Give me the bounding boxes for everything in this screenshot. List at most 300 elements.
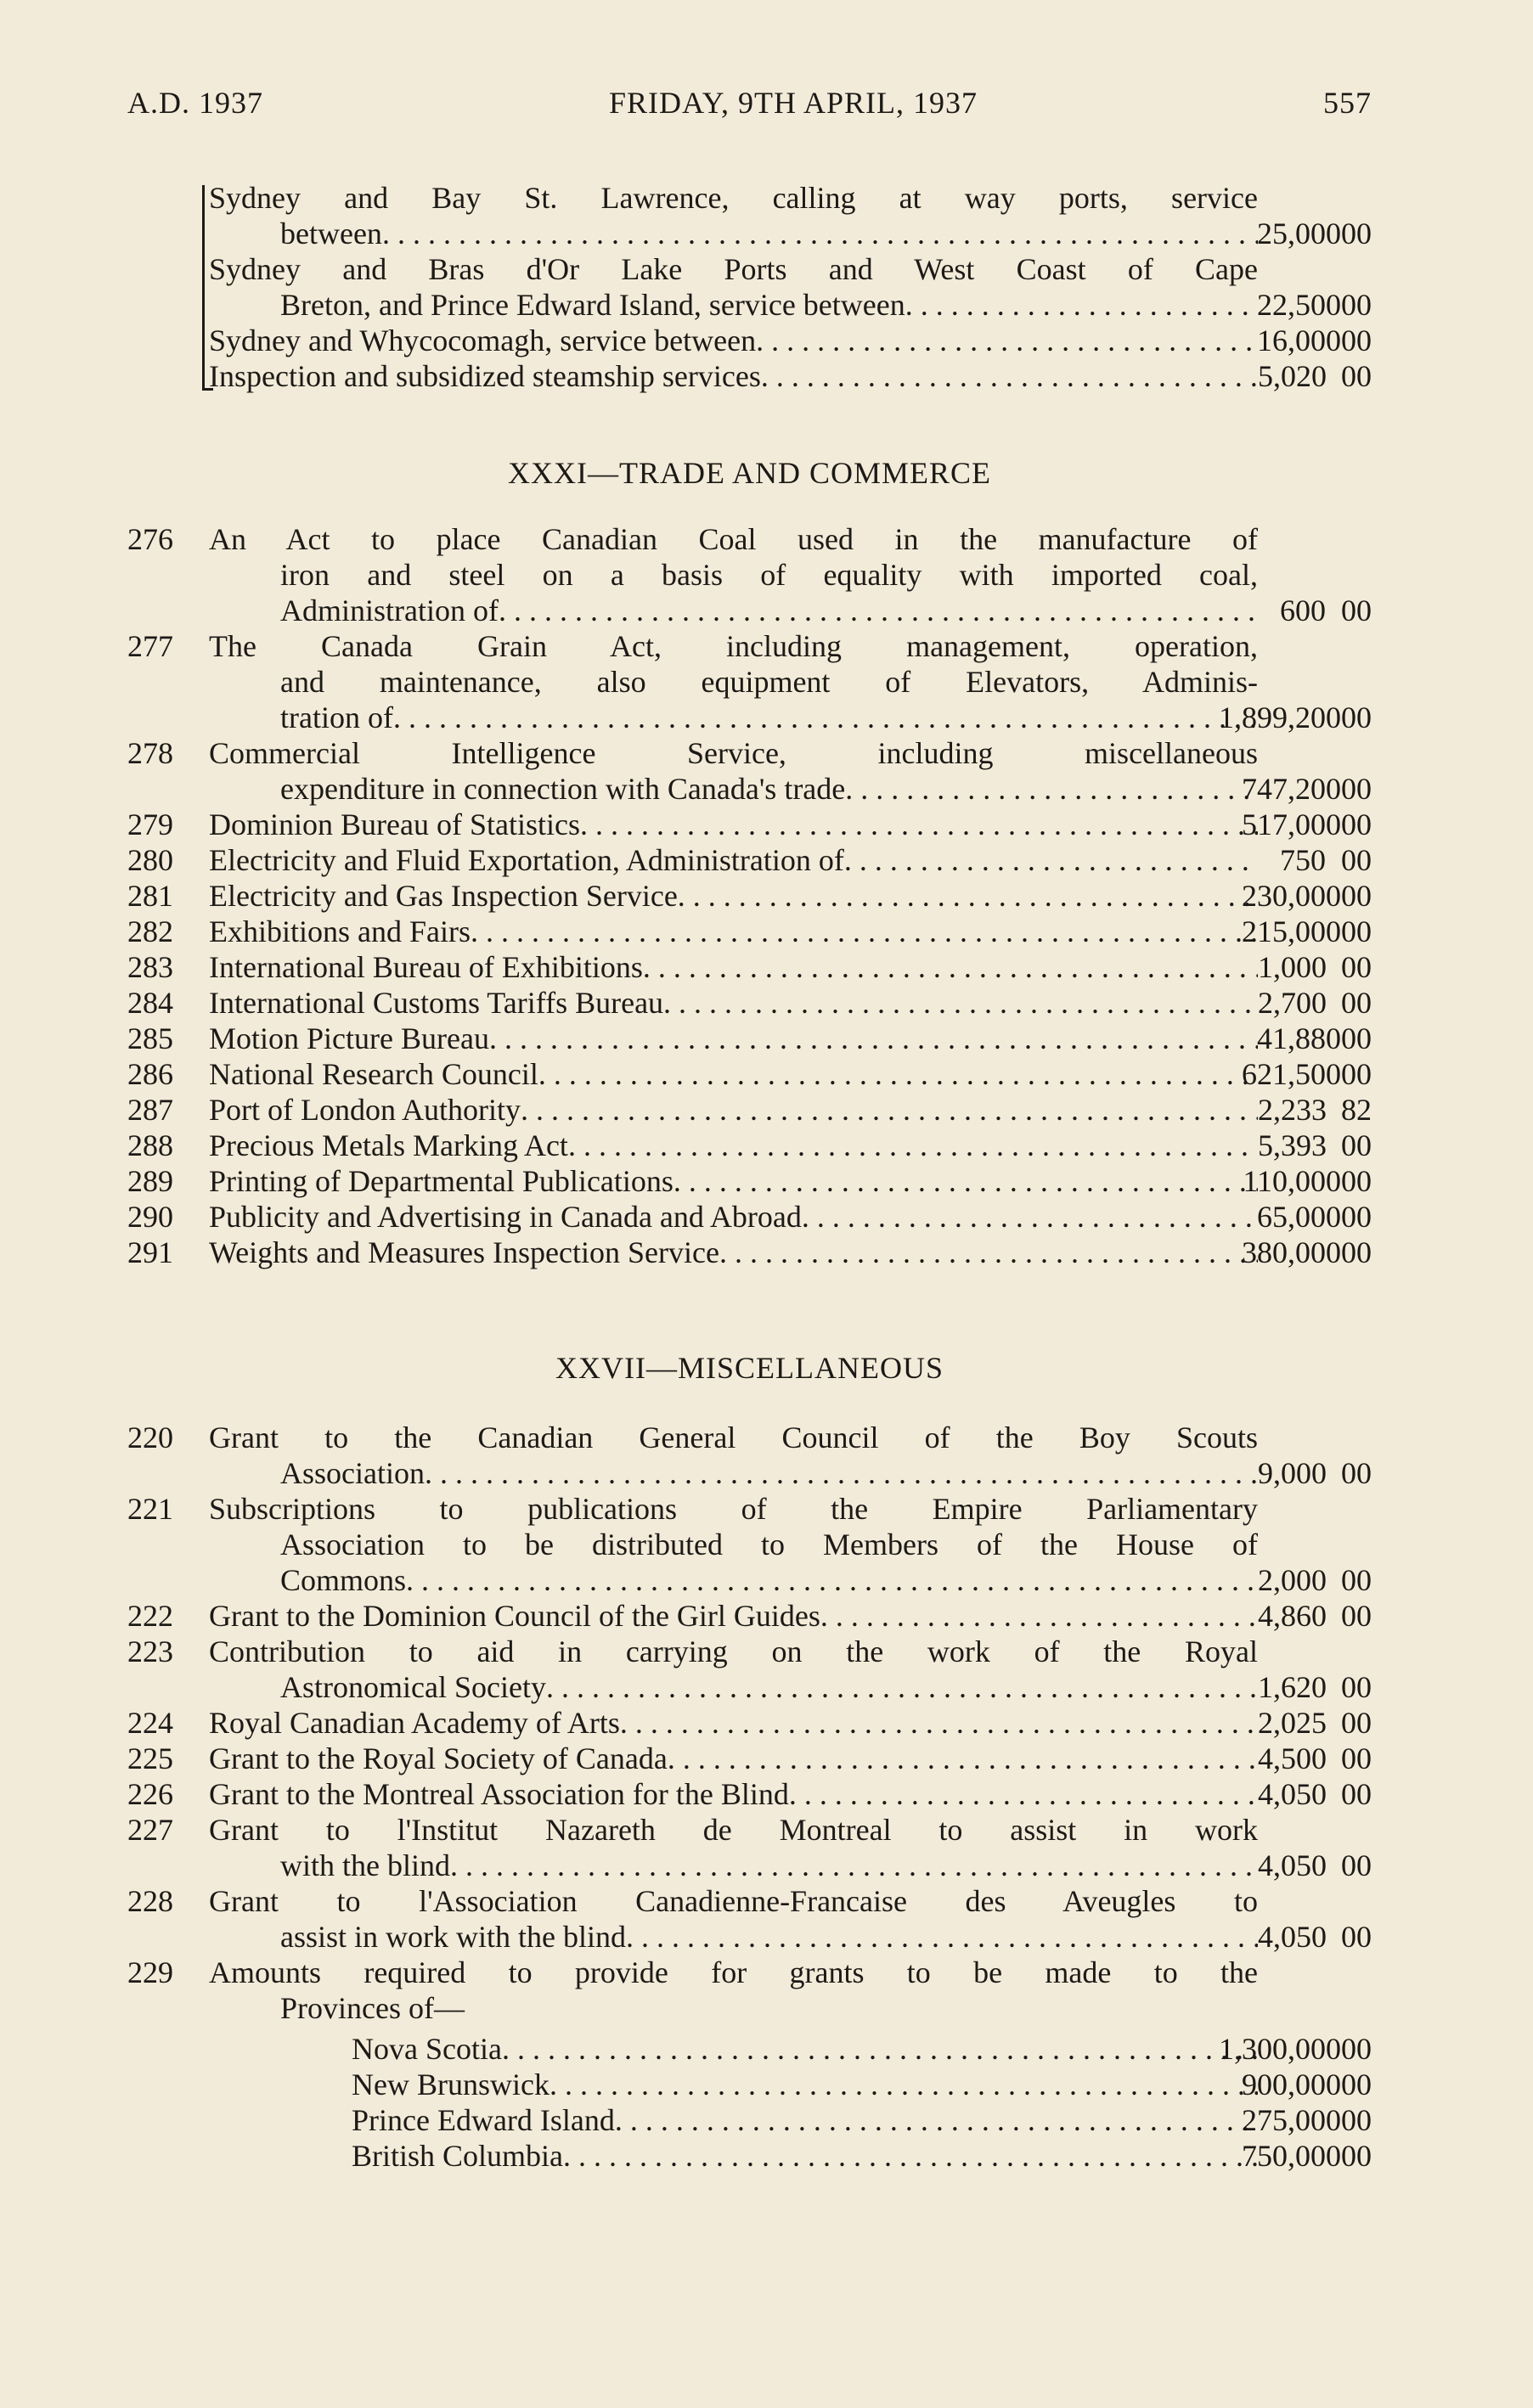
item-row xyxy=(127,1420,1372,1491)
amount-dollars: 1,620 xyxy=(1258,1670,1327,1704)
item-line xyxy=(209,287,1258,323)
item-text: Precious Metals Marking Act xyxy=(209,1128,568,1162)
item-amount xyxy=(1258,1455,1372,1491)
province-items xyxy=(127,2031,1372,2174)
header-date: FRIDAY, 9TH APRIL, 1937 xyxy=(608,86,978,120)
item-number: 288 xyxy=(127,1128,173,1162)
dot-leader xyxy=(820,1598,1258,1634)
misc-items xyxy=(127,1420,1372,2026)
item-amount xyxy=(1242,878,1372,914)
amount-cents: 00 xyxy=(1341,700,1372,734)
amount-dollars: 215,000 xyxy=(1242,914,1341,948)
item-line xyxy=(209,1199,1258,1235)
amount-cents: 00 xyxy=(1341,1599,1372,1633)
amount-dollars: 2,025 xyxy=(1258,1706,1327,1740)
amount-dollars: 1,000 xyxy=(1258,950,1327,984)
dot-leader xyxy=(761,358,1258,394)
amount-cents: 00 xyxy=(1341,914,1372,948)
amount-dollars: 230,000 xyxy=(1242,879,1341,913)
item-line: Grant to l'Institut Nazareth de Montreal to assist in work xyxy=(209,1813,1258,1847)
dot-leader xyxy=(844,842,1258,878)
item-text: Weights and Measures Inspection Service xyxy=(209,1235,719,1269)
dot-leader xyxy=(678,878,1258,914)
dot-leader xyxy=(425,1455,1258,1491)
item-text: Astronomical Society xyxy=(280,1670,546,1704)
item-line: Contribution to aid in carrying on the work of the Royal xyxy=(209,1634,1258,1668)
item-line xyxy=(209,807,1258,842)
item-text: Port of London Authority xyxy=(209,1093,521,1127)
item-line xyxy=(209,1021,1258,1056)
dot-leader xyxy=(845,771,1258,807)
item-number: 277 xyxy=(127,629,173,663)
item-amount xyxy=(1258,1199,1372,1235)
item-amount xyxy=(1219,700,1372,735)
dot-leader xyxy=(615,2102,1258,2138)
dot-leader xyxy=(471,914,1258,949)
province-description xyxy=(209,2102,1258,2138)
item-description xyxy=(209,1776,1258,1812)
province-name: British Columbia xyxy=(352,2139,564,2173)
dot-leader xyxy=(626,1919,1258,1955)
item-number: 278 xyxy=(127,736,173,770)
item-text: International Bureau of Exhibitions xyxy=(209,950,643,984)
dot-leader xyxy=(502,2031,1258,2067)
dot-leader xyxy=(382,216,1258,251)
item-row xyxy=(127,1021,1372,1056)
item-description xyxy=(209,1199,1258,1235)
item-number: 284 xyxy=(127,986,173,1020)
item-text: assist in work with the blind xyxy=(280,1920,626,1954)
item-description xyxy=(209,1883,1258,1955)
province-name: New Brunswick xyxy=(352,2068,550,2101)
item-amount xyxy=(1258,1705,1372,1741)
section-title-misc: XXVII—MISCELLANEOUS xyxy=(555,1351,944,1385)
item-number: 285 xyxy=(127,1021,173,1055)
item-line: Sydney and Bay St. Lawrence, calling at way ports, service xyxy=(209,181,1258,215)
item-amount xyxy=(1258,1128,1372,1163)
amount-cents: 00 xyxy=(1341,843,1372,877)
dot-leader xyxy=(563,2138,1258,2174)
item-line: The Canada Grain Act, including management, operation, xyxy=(209,629,1258,663)
amount-dollars: 750,000 xyxy=(1242,2139,1341,2173)
item-description xyxy=(209,1812,1258,1883)
item-line xyxy=(209,700,1258,735)
amount-dollars: 5,020 xyxy=(1258,359,1327,393)
item-row xyxy=(127,1092,1372,1128)
item-line: Grant to l'Association Canadienne-Francaise des Aveugles to xyxy=(209,1884,1258,1918)
item-description xyxy=(209,1741,1258,1776)
item-line xyxy=(209,1562,1258,1598)
amount-cents: 00 xyxy=(1341,1200,1372,1234)
item-row xyxy=(127,1056,1372,1092)
item-row xyxy=(127,521,1372,628)
item-number: 220 xyxy=(127,1421,173,1454)
item-description xyxy=(209,180,1258,251)
amount-cents: 00 xyxy=(1341,1848,1372,1882)
amount-dollars: 380,000 xyxy=(1242,1235,1341,1269)
amount-cents: 00 xyxy=(1341,1235,1372,1269)
item-text: with the blind xyxy=(280,1848,450,1882)
item-line: Commercial Intelligence Service, including miscellaneous xyxy=(209,736,1258,770)
item-row xyxy=(127,1491,1372,1598)
item-row xyxy=(127,985,1372,1021)
item-row xyxy=(127,842,1372,878)
item-amount xyxy=(1242,1056,1372,1092)
bracket-mark xyxy=(202,185,213,391)
item-row xyxy=(127,1812,1372,1883)
amount-dollars: 900,000 xyxy=(1242,2068,1341,2101)
amount-dollars: 22,500 xyxy=(1257,288,1341,322)
item-number: 228 xyxy=(127,1884,173,1918)
item-row xyxy=(127,949,1372,985)
item-description xyxy=(209,1598,1258,1634)
province-row xyxy=(127,2067,1372,2102)
item-description xyxy=(209,1021,1258,1056)
bracketed-services xyxy=(127,180,1372,394)
item-amount xyxy=(1258,1848,1372,1883)
item-row xyxy=(127,1128,1372,1163)
dot-leader xyxy=(663,985,1258,1021)
item-line xyxy=(209,1919,1258,1955)
province-name: Prince Edward Island xyxy=(352,2103,615,2137)
item-line: Association to be distributed to Members of the House of xyxy=(280,1528,1258,1561)
item-row xyxy=(127,358,1372,394)
item-description xyxy=(209,735,1258,807)
item-line xyxy=(209,842,1258,878)
item-line: iron and steel on a basis of equality with imported coal, xyxy=(280,558,1258,592)
amount-dollars: 2,700 xyxy=(1258,986,1327,1020)
item-amount xyxy=(1242,807,1372,842)
item-amount xyxy=(1242,914,1372,949)
amount-dollars: 16,000 xyxy=(1257,324,1341,357)
amount-cents: 00 xyxy=(1341,986,1372,1020)
dot-leader xyxy=(668,1741,1258,1776)
item-number: 281 xyxy=(127,879,173,913)
item-row xyxy=(127,807,1372,842)
item-text: Printing of Departmental Publications xyxy=(209,1164,674,1198)
dot-leader xyxy=(393,700,1258,735)
item-line xyxy=(209,985,1258,1021)
item-amount xyxy=(1258,287,1372,323)
item-line: Provinces of— xyxy=(280,1991,465,2025)
item-number: 287 xyxy=(127,1093,173,1127)
item-description xyxy=(209,985,1258,1021)
item-number: 226 xyxy=(127,1777,173,1811)
item-row xyxy=(127,323,1372,358)
item-row xyxy=(127,1741,1372,1776)
item-description xyxy=(209,807,1258,842)
amount-dollars: 4,050 xyxy=(1258,1920,1327,1954)
item-description xyxy=(209,949,1258,985)
item-description xyxy=(209,1056,1258,1092)
item-description xyxy=(209,1491,1258,1598)
dot-leader xyxy=(674,1163,1258,1199)
item-line xyxy=(209,593,1258,628)
item-number: 279 xyxy=(127,807,173,841)
amount-cents: 00 xyxy=(1341,879,1372,913)
item-number: 229 xyxy=(127,1955,173,1989)
item-description xyxy=(209,358,1258,394)
dot-leader xyxy=(905,287,1258,323)
item-line: and maintenance, also equipment of Elevators, Adminis- xyxy=(280,665,1258,699)
item-line xyxy=(209,216,1258,251)
item-text: Grant to the Royal Society of Canada xyxy=(209,1741,668,1775)
item-text: expenditure in connection with Canada's trade xyxy=(280,772,846,806)
dot-leader xyxy=(580,807,1258,842)
item-line xyxy=(209,1235,1258,1270)
province-name: Nova Scotia xyxy=(352,2032,502,2066)
item-description xyxy=(209,1705,1258,1741)
amount-dollars: 65,000 xyxy=(1257,1200,1341,1234)
item-row xyxy=(127,180,1372,251)
province-row xyxy=(127,2031,1372,2067)
item-description xyxy=(209,914,1258,949)
amount-dollars: 25,000 xyxy=(1257,217,1341,250)
amount-dollars: 2,000 xyxy=(1258,1563,1327,1597)
item-text: Publicity and Advertising in Canada and Abroad xyxy=(209,1200,802,1234)
amount-cents: 00 xyxy=(1341,1920,1372,1954)
item-amount xyxy=(1242,1235,1372,1270)
province-row xyxy=(127,2102,1372,2138)
item-number: 222 xyxy=(127,1599,173,1633)
dot-leader xyxy=(538,1056,1258,1092)
item-amount xyxy=(1243,1163,1372,1199)
item-line xyxy=(209,771,1258,807)
item-text: Motion Picture Bureau xyxy=(209,1021,489,1055)
amount-cents: 00 xyxy=(1341,2068,1372,2101)
amount-dollars: 4,050 xyxy=(1258,1848,1327,1882)
amount-cents: 00 xyxy=(1341,2103,1372,2137)
province-amount xyxy=(1219,2031,1372,2067)
item-amount xyxy=(1258,1021,1372,1056)
item-line xyxy=(209,949,1258,985)
item-text: Commons xyxy=(280,1563,407,1597)
item-description xyxy=(209,1163,1258,1199)
item-number: 225 xyxy=(127,1741,173,1775)
item-row xyxy=(127,1598,1372,1634)
item-number: 276 xyxy=(127,522,173,556)
amount-dollars: 517,000 xyxy=(1242,807,1341,841)
item-amount xyxy=(1258,593,1372,628)
item-line xyxy=(209,1163,1258,1199)
amount-dollars: 747,200 xyxy=(1242,772,1341,806)
amount-cents: 00 xyxy=(1341,1021,1372,1055)
amount-dollars: 275,000 xyxy=(1242,2103,1341,2137)
item-amount xyxy=(1258,1562,1372,1598)
amount-dollars: 4,050 xyxy=(1258,1777,1327,1811)
item-text: Electricity and Gas Inspection Service xyxy=(209,879,678,913)
amount-dollars: 4,500 xyxy=(1258,1741,1327,1775)
page-content xyxy=(127,180,1372,2174)
dot-leader xyxy=(643,949,1258,985)
amount-cents: 00 xyxy=(1341,1456,1372,1490)
province-line xyxy=(209,2067,1258,2102)
item-text: tration of xyxy=(280,700,393,734)
item-text: Grant to the Dominion Council of the Girl Guides xyxy=(209,1599,820,1633)
item-number: 227 xyxy=(127,1813,173,1847)
item-amount xyxy=(1258,1669,1372,1705)
amount-cents: 00 xyxy=(1341,359,1372,393)
item-line xyxy=(209,1848,1258,1883)
amount-dollars: 750 xyxy=(1280,843,1326,877)
amount-dollars: 2,233 xyxy=(1258,1093,1327,1127)
amount-cents: 00 xyxy=(1341,2139,1372,2173)
item-line xyxy=(209,1056,1258,1092)
item-amount xyxy=(1258,949,1372,985)
amount-cents: 00 xyxy=(1341,217,1372,250)
item-row xyxy=(127,878,1372,914)
item-row xyxy=(127,1776,1372,1812)
item-text: between xyxy=(280,217,382,250)
item-text: Exhibitions and Fairs xyxy=(209,914,471,948)
item-amount xyxy=(1258,1598,1372,1634)
item-description xyxy=(209,521,1258,628)
item-line: Amounts required to provide for grants to be made to the xyxy=(209,1955,1258,1989)
province-amount xyxy=(1242,2067,1372,2102)
item-text: International Customs Tariffs Bureau xyxy=(209,986,664,1020)
amount-dollars: 9,000 xyxy=(1258,1456,1327,1490)
item-line xyxy=(209,1598,1258,1634)
item-description xyxy=(209,1634,1258,1705)
amount-dollars: 621,500 xyxy=(1242,1057,1341,1091)
amount-cents: 00 xyxy=(1341,1563,1372,1597)
item-text: National Research Council xyxy=(209,1057,538,1091)
item-description xyxy=(209,628,1258,735)
item-number: 291 xyxy=(127,1235,173,1269)
item-line xyxy=(209,358,1258,394)
item-line xyxy=(209,914,1258,949)
item-amount xyxy=(1258,1919,1372,1955)
item-amount xyxy=(1258,358,1372,394)
province-line xyxy=(209,2102,1258,2138)
item-text: Electricity and Fluid Exportation, Administration of xyxy=(209,843,844,877)
dot-leader xyxy=(620,1705,1258,1741)
amount-cents: 00 xyxy=(1341,324,1372,357)
dot-leader xyxy=(550,2067,1258,2102)
item-description xyxy=(209,1128,1258,1163)
item-text: Association xyxy=(280,1456,425,1490)
item-amount xyxy=(1258,323,1372,358)
amount-dollars: 1,899,200 xyxy=(1219,700,1341,734)
item-description xyxy=(209,1235,1258,1270)
item-number: 224 xyxy=(127,1706,173,1740)
item-text: Grant to the Montreal Association for the Blind xyxy=(209,1777,789,1811)
item-line xyxy=(209,878,1258,914)
item-line xyxy=(209,323,1258,358)
item-row xyxy=(127,1634,1372,1705)
item-amount xyxy=(1242,771,1372,807)
item-amount xyxy=(1258,1776,1372,1812)
item-number: 280 xyxy=(127,843,173,877)
item-description xyxy=(209,1092,1258,1128)
item-amount xyxy=(1258,842,1372,878)
province-amount xyxy=(1242,2138,1372,2174)
amount-dollars: 600 xyxy=(1280,594,1326,627)
item-description xyxy=(209,878,1258,914)
amount-dollars: 5,393 xyxy=(1258,1128,1327,1162)
dot-leader xyxy=(499,593,1258,628)
item-number: 221 xyxy=(127,1492,173,1526)
item-row xyxy=(127,1883,1372,1955)
province-row xyxy=(127,2138,1372,2174)
page-number: 557 xyxy=(1323,86,1372,120)
amount-cents: 00 xyxy=(1341,1706,1372,1740)
province-description xyxy=(209,2067,1258,2102)
item-row xyxy=(127,914,1372,949)
province-line xyxy=(209,2138,1258,2174)
trade-items xyxy=(127,521,1372,1270)
dot-leader xyxy=(719,1235,1258,1270)
item-description xyxy=(209,323,1258,358)
item-row xyxy=(127,251,1372,323)
amount-dollars: 110,000 xyxy=(1243,1164,1341,1198)
dot-leader xyxy=(789,1776,1258,1812)
item-row xyxy=(127,1955,1372,2026)
item-number: 289 xyxy=(127,1164,173,1198)
item-text: Breton, and Prince Edward Island, service between xyxy=(280,288,905,322)
dot-leader xyxy=(489,1021,1258,1056)
item-line: Grant to the Canadian General Council of the Boy Scouts xyxy=(209,1421,1258,1454)
item-line: An Act to place Canadian Coal used in the manufacture of xyxy=(209,522,1258,556)
item-description xyxy=(209,1955,1258,2026)
item-row xyxy=(127,1163,1372,1199)
item-row xyxy=(127,735,1372,807)
item-text: Administration of xyxy=(280,594,499,627)
amount-dollars: 1,300,000 xyxy=(1219,2032,1341,2066)
item-number: 223 xyxy=(127,1634,173,1668)
item-line xyxy=(209,1705,1258,1741)
amount-cents: 82 xyxy=(1341,1093,1372,1127)
province-line xyxy=(209,2031,1258,2067)
province-description xyxy=(209,2138,1258,2174)
item-text: Inspection and subsidized steamship services xyxy=(209,359,761,393)
item-number: 282 xyxy=(127,914,173,948)
item-number: 283 xyxy=(127,950,173,984)
item-number: 286 xyxy=(127,1057,173,1091)
item-line xyxy=(209,1776,1258,1812)
amount-cents: 00 xyxy=(1341,1670,1372,1704)
dot-leader xyxy=(756,323,1258,358)
item-row xyxy=(127,1199,1372,1235)
dot-leader xyxy=(406,1562,1258,1598)
amount-cents: 00 xyxy=(1341,807,1372,841)
item-description xyxy=(209,1420,1258,1491)
item-text: Sydney and Whycocomagh, service between xyxy=(209,324,757,357)
amount-cents: 00 xyxy=(1341,772,1372,806)
amount-cents: 00 xyxy=(1341,1741,1372,1775)
item-row xyxy=(127,1705,1372,1741)
amount-cents: 00 xyxy=(1341,1777,1372,1811)
amount-cents: 00 xyxy=(1341,1057,1372,1091)
section-title-trade: XXXI—TRADE AND COMMERCE xyxy=(507,456,991,490)
amount-cents: 00 xyxy=(1341,1128,1372,1162)
item-text: Dominion Bureau of Statistics xyxy=(209,807,580,841)
dot-leader xyxy=(521,1092,1258,1128)
item-amount xyxy=(1258,1741,1372,1776)
amount-cents: 00 xyxy=(1341,1164,1372,1198)
province-amount xyxy=(1242,2102,1372,2138)
item-row xyxy=(127,1235,1372,1270)
item-description xyxy=(209,842,1258,878)
item-number: 290 xyxy=(127,1200,173,1234)
item-line xyxy=(209,1092,1258,1128)
item-amount xyxy=(1258,985,1372,1021)
item-line: Subscriptions to publications of the Empire Parliamentary xyxy=(209,1492,1258,1526)
item-text: Royal Canadian Academy of Arts xyxy=(209,1706,620,1740)
dot-leader xyxy=(546,1669,1258,1705)
item-line xyxy=(209,1455,1258,1491)
dot-leader xyxy=(450,1848,1258,1883)
